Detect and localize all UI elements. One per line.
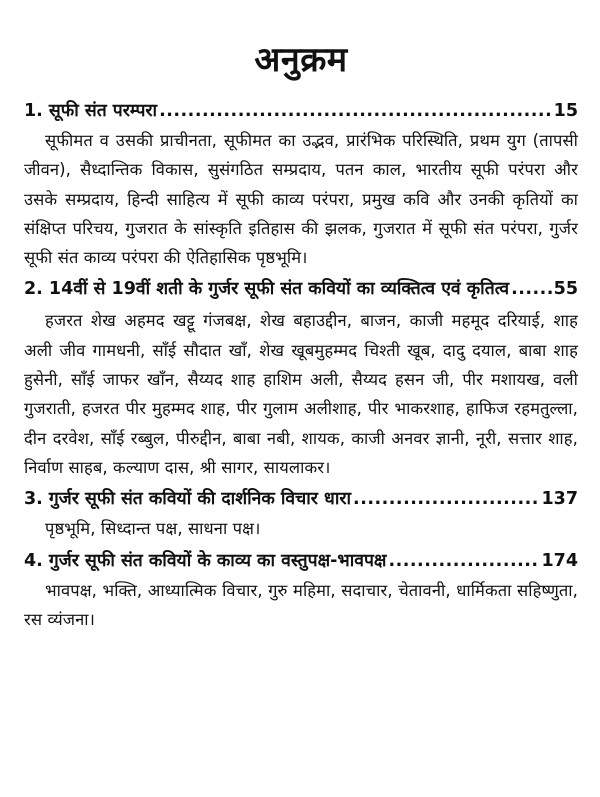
toc-entry-description: सूफीमत व उसकी प्राचीनता, सूफीमत का उद्भव, प्रारंभिक परिस्थिति, प्रथम युग (तापसी जीवन), सैध्दान्तिक विकास, सुसंगठित सम्प्रदाय, पतन काल, भारतीय सूफी परंपरा और उसके सम्प्रदाय, हिन्दी साहित्य में सूफी काव्य परंपरा, प्रमुख कवि और उनकी कृतियों का संक्षिप्त परिचय, गुजरात के सांस्कृति इतिहास की झलक, गुजरात में सूफी संत परंपरा, गुर्जर सूफी संत काव्य परंपरा की ऐतिहासिक पृष्ठभूमि। (24, 131, 578, 268)
dot-leader (388, 546, 539, 576)
toc-page-number: 55 (553, 279, 578, 300)
toc-page-number: 15 (553, 101, 578, 121)
toc-page-number: 137 (541, 489, 578, 510)
page-title: अनुक्रम (254, 40, 348, 80)
toc-entry-2 (24, 274, 578, 482)
toc-page-number: 174 (541, 550, 578, 571)
toc-entry-description: पृष्ठभूमि, सिध्दान्त पक्ष, साधना पक्ष। (45, 519, 261, 539)
toc-entry-4 (24, 546, 578, 635)
toc-entry-title: 1. सूफी संत परम्परा (24, 101, 158, 121)
dot-leader (159, 96, 552, 126)
toc-entry-3 (24, 484, 578, 543)
toc-entry-heading (24, 96, 578, 126)
dot-leader (511, 274, 552, 304)
dot-leader (353, 484, 539, 514)
toc-entry-title: 3. गुर्जर सूफी संत कवियों की दार्शनिक विचार धारा (24, 489, 352, 510)
toc-entry-heading (24, 546, 578, 576)
toc-entry-1 (24, 96, 578, 272)
toc-entry-title: 4. गुर्जर सूफी संत कवियों के काव्य का वस्तुपक्ष-भावपक्ष (24, 550, 387, 571)
toc-entry-heading (24, 274, 578, 304)
toc-entry-description: भावपक्ष, भक्ति, आध्यात्मिक विचार, गुरु महिमा, सदाचार, चेतावनी, धार्मिकता सहिष्णुता, रस व्यंजना। (24, 580, 578, 629)
toc-entry-title: 2. 14वीं से 19वीं शती के गुर्जर सूफी संत कवियों का व्यक्तित्व एवं कृतित्व (24, 279, 510, 300)
toc-entry-description: हजरत शेख अहमद खट्टू गंजबक्ष, शेख बहाउद्दीन, बाजन, काजी महमूद दरियाई, शाह अली जीव गामधनी, साँई सौदात खाँ, शेख खूबमुहम्मद चिश्ती खूब, दादु दयाल, बाबा शाह हुसेनी, साँई जाफर खाँन, सैय्यद शाह हाशिम अली, सैय्यद हसन जी, पीर मशायख, वली गुजराती, हजरत पीर मुहम्मद शाह, पीर गुलाम अलीशाह, पीर भाकरशाह, हाफिज रहमतुल्ला, दीन दरवेश, साँई रब्बुल, पीरुद्दीन, बाबा नबी, शायक, काजी अनवर ज्ञानी, नूरी, सत्तार शाह, निर्वाण साहब, कल्याण दास, श्री सागर, सायलाकर। (24, 311, 578, 477)
toc-entry-heading (24, 484, 578, 514)
